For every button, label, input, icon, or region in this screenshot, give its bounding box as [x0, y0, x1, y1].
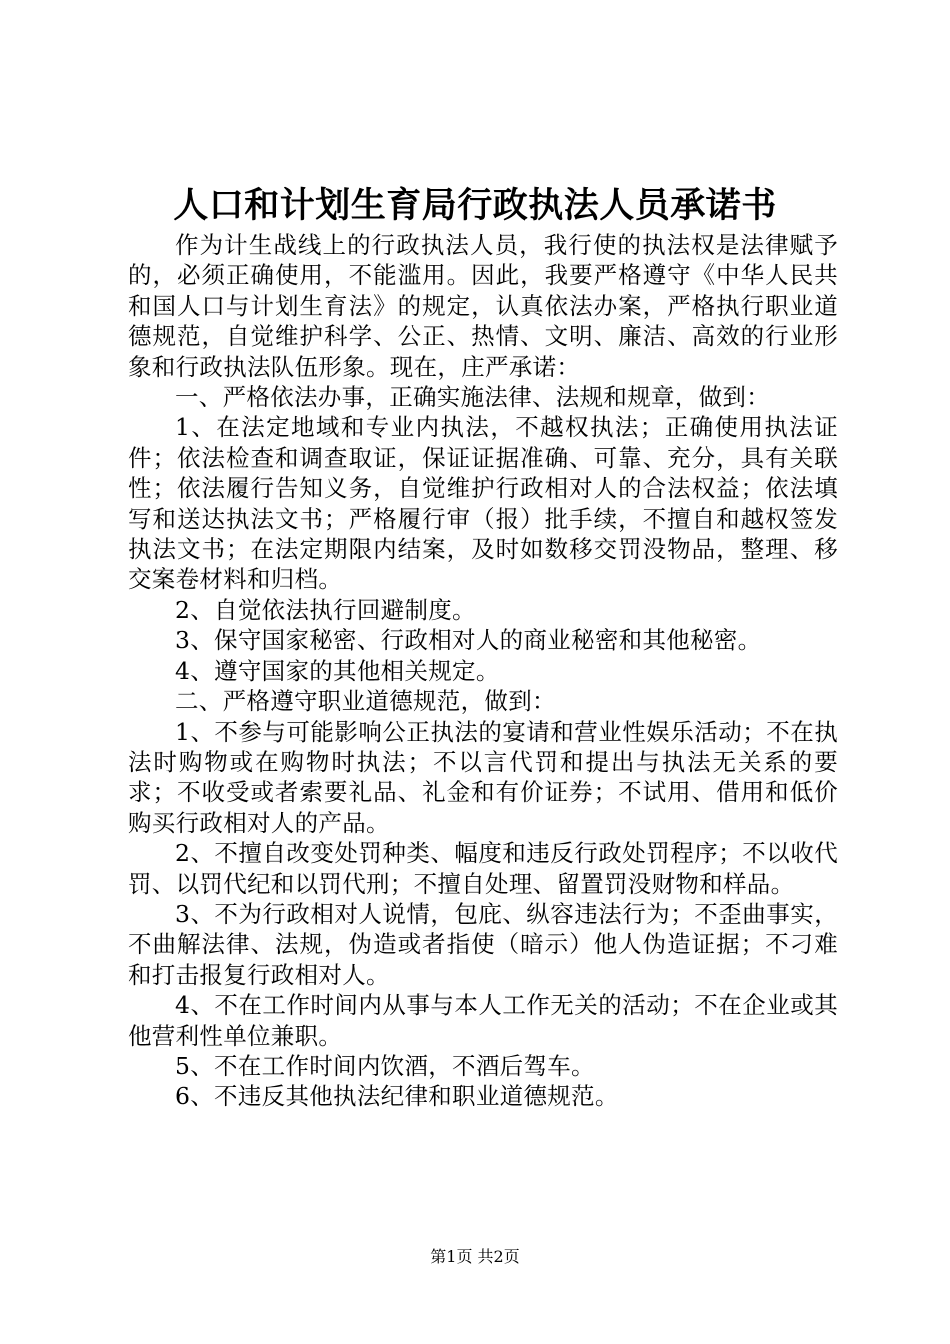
paragraph-section-2-item-5: 5、不在工作时间内饮酒，不酒后驾车。 — [175, 1051, 595, 1080]
paragraph-section-2-item-2: 2、不擅自改变处罚种类、幅度和违反行政处罚程序；不以收代罚、以罚代纪和以罚代刑；不擅自处理、留置罚没财物和样品。 — [128, 839, 838, 898]
paragraph-section-2-item-1: 1、不参与可能影响公正执法的宴请和营业性娱乐活动；不在执法时购物或在购物时执法；不以言代罚和提出与执法无关系的要求；不收受或者索要礼品、礼金和有价证券；不试用、借用和低价购买行政相对人的产品。 — [128, 717, 838, 837]
paragraph-section-2-item-6: 6、不违反其他执法纪律和职业道德规范。 — [175, 1082, 619, 1111]
document-title: 人口和计划生育局行政执法人员承诺书 — [173, 185, 777, 226]
paragraph-section-2-item-4: 4、不在工作时间内从事与本人工作无关的活动；不在企业或其他营利性单位兼职。 — [128, 991, 838, 1050]
paragraph-section-1-item-1: 1、在法定地域和专业内执法，不越权执法；正确使用执法证件；依法检查和调查取证，保证证据准确、可靠、充分，具有关联性；依法履行告知义务，自觉维护行政相对人的合法权益；依法填写和送达执法文书；严格履行审（报）批手续，不擅自和越权签发执法文书；在法定期限内结案，及时如数移交罚没物品，整理、移交案卷材料和归档。 — [128, 413, 838, 594]
page-number-footer: 第1页 共2页 — [430, 1247, 520, 1266]
paragraph-section-1-heading: 一、严格依法办事，正确实施法律、法规和规章，做到： — [175, 383, 770, 412]
paragraph-section-2-heading: 二、严格遵守职业道德规范，做到： — [175, 687, 556, 716]
paragraph-section-2-item-3: 3、不为行政相对人说情，包庇、纵容违法行为；不歪曲事实，不曲解法律、法规，伪造或者指使（暗示）他人伪造证据；不刁难和打击报复行政相对人。 — [128, 899, 838, 989]
paragraph-intro: 作为计生战线上的行政执法人员，我行使的执法权是法律赋予的，必须正确使用，不能滥用。因此，我要严格遵守《中华人民共和国人口与计划生育法》的规定，认真依法办案，严格执行职业道德规范，自觉维护科学、公正、热情、文明、廉洁、高效的行业形象和行政执法队伍形象。现在，庄严承诺： — [128, 231, 838, 381]
paragraph-section-1-item-4: 4、遵守国家的其他相关规定。 — [175, 656, 500, 685]
paragraph-section-1-item-3: 3、保守国家秘密、行政相对人的商业秘密和其他秘密。 — [175, 626, 762, 655]
document-body — [128, 230, 838, 1112]
paragraph-section-1-item-2: 2、自觉依法执行回避制度。 — [175, 595, 476, 624]
